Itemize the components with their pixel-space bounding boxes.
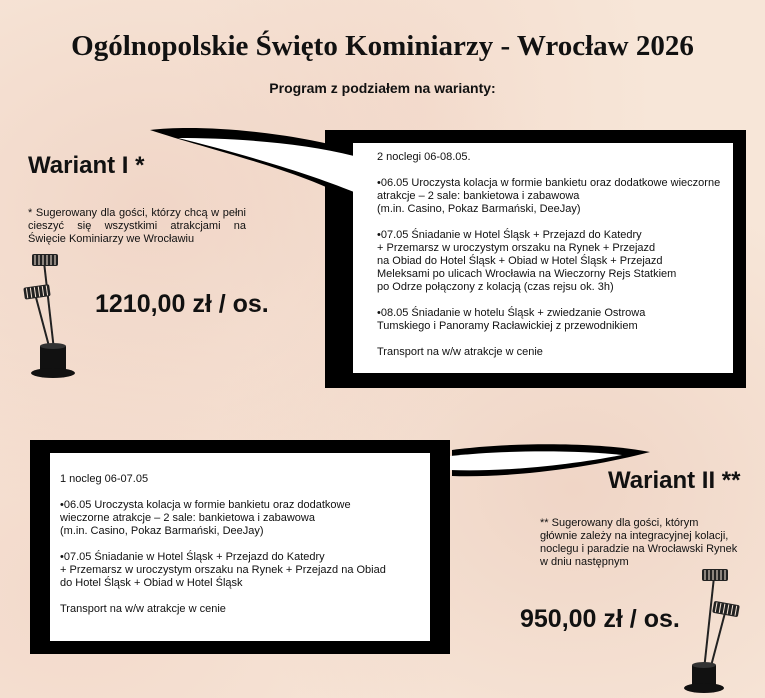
chimney-sweep-brushes-in-top-hat-icon xyxy=(680,565,750,695)
variant-1-transport: Transport na w/w atrakcje w cenie xyxy=(377,346,543,358)
variant-2-price: 950,00 zł / os. xyxy=(520,605,680,633)
variant-1-price: 1210,00 zł / os. xyxy=(95,290,269,318)
variant-2-transport: Transport na w/w atrakcje w cenie xyxy=(60,603,226,615)
variant-2-day-1: •06.05 Uroczysta kolacja w formie bankietu oraz dodatkowe wieczorne atrakcje – 2 sale: bankietowa i zabawowa (m.in. Casino, Pokaz Barmański, DeeJay) xyxy=(60,499,351,537)
variant-2-nights: 1 nocleg 06-07.05 xyxy=(60,473,149,485)
variant-1-day-2: •07.05 Śniadanie w Hotel Śląsk + Przejazd do Katedry + Przemarsz w uroczystym orszaku na Rynek + Przejazd na Obiad do Hotel Śląsk + Obiad w Hotel Śląsk + Przejazd Meleksami po ulicach Wrocławia na Wieczorny Rejs Statkiem po Odrze połączony z kolacją (czas rejsu ok. 3h) xyxy=(377,229,677,293)
variant-1-day-3: •08.05 Śniadanie w hotelu Śląsk + zwiedzanie Ostrowa Tumskiego i Panoramy Racławickiej z przewodnikiem xyxy=(377,307,646,332)
page-title: Ogólnopolskie Święto Kominiarzy - Wrocław 2026 xyxy=(71,30,694,62)
variant-1-day-1: •06.05 Uroczysta kolacja w formie bankietu oraz dodatkowe wieczorne atrakcje – 2 sale: bankietowa i zabawowa (m.in. Casino, Pokaz Barmański, DeeJay) xyxy=(377,177,721,215)
variant-1-title: Wariant I * xyxy=(28,152,145,179)
variant-2-note: ** Sugerowany dla gości, którym głównie zależy na integracyjnej kolacji, noclegu i paradzie na Wrocławski Rynek w dniu następnym xyxy=(540,517,738,568)
variant-2-title: Wariant II ** xyxy=(608,467,741,494)
variant-2-day-2: •07.05 Śniadanie w Hotel Śląsk + Przejazd do Katedry + Przemarsz w uroczystym orszaku na Rynek + Przejazd na Obiad do Hotel Śląsk + Obiad w Hotel Śląsk xyxy=(60,551,386,589)
variant-1-note: * Sugerowany dla gości, którzy chcą w pełni cieszyć się wszystkimi atrakcjami na Święcie Kominiarzy we Wrocławiu xyxy=(28,207,246,245)
chimney-sweep-brushes-in-top-hat-icon xyxy=(20,250,80,380)
page-subtitle: Program z podziałem na warianty: xyxy=(269,80,496,96)
variant-1-nights: 2 noclegi 06-08.05. xyxy=(377,151,471,163)
variant-2-program-box xyxy=(30,440,450,654)
